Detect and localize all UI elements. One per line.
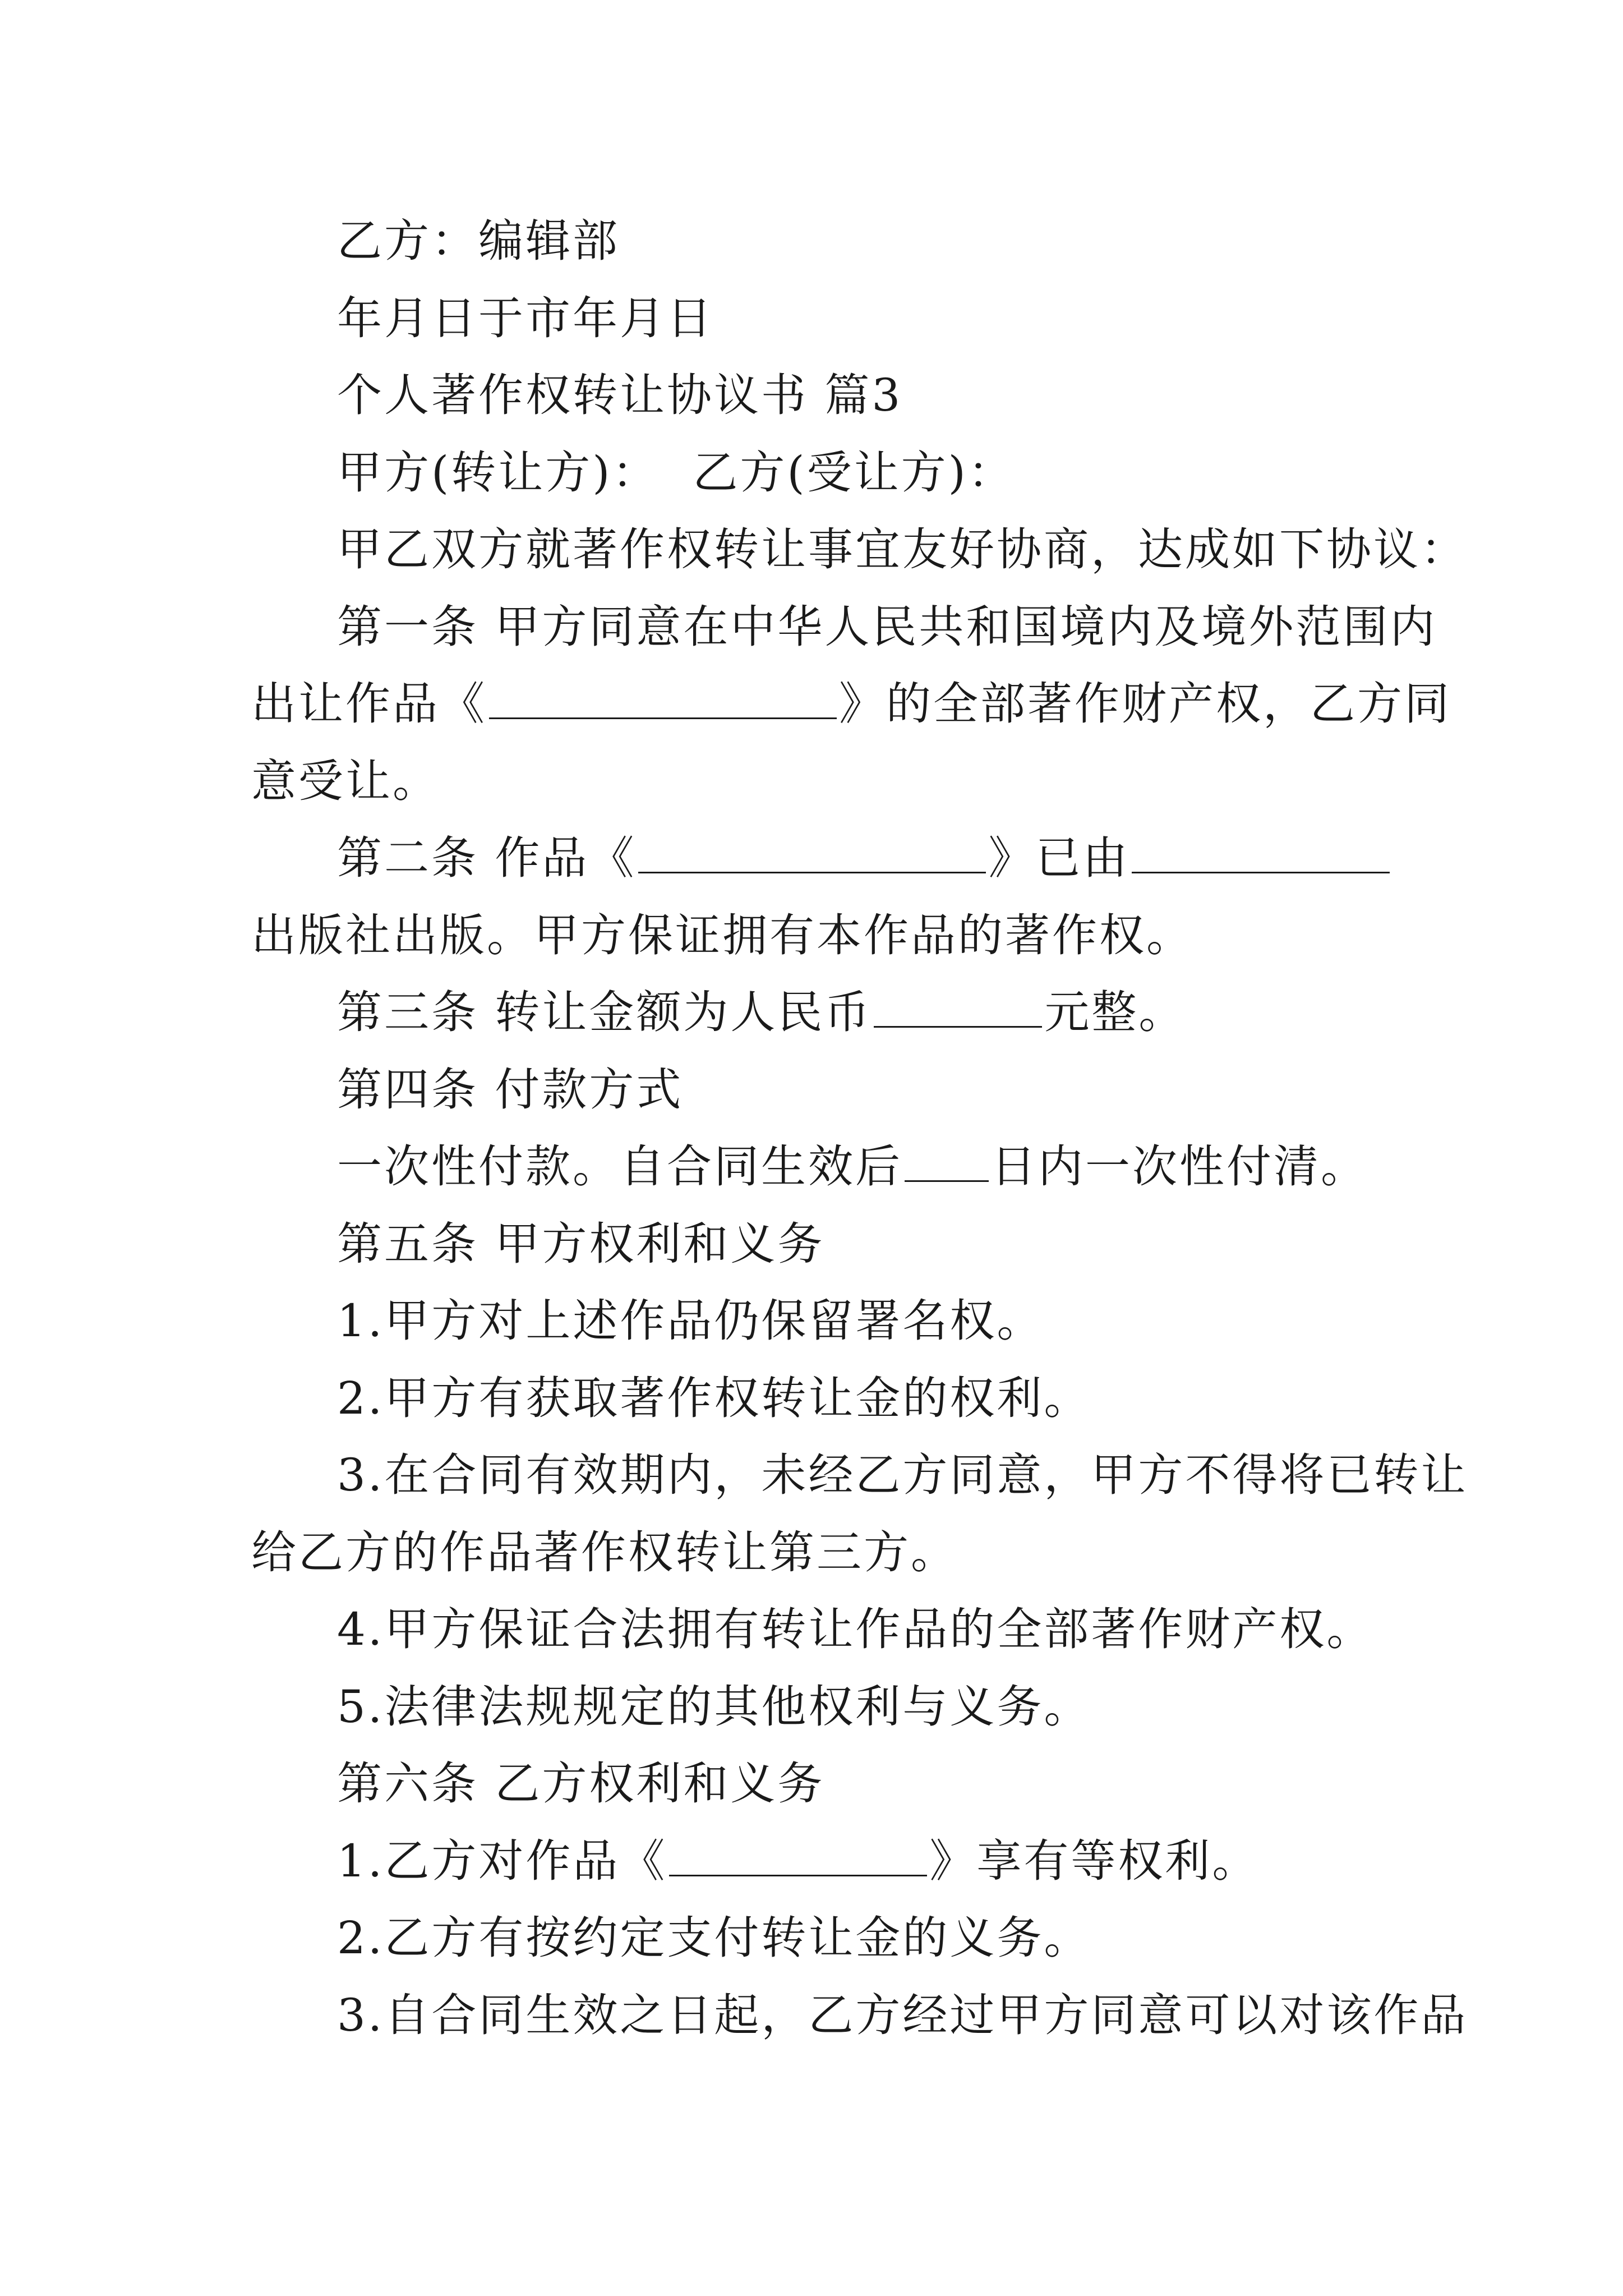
publisher-blank[interactable] [1132, 837, 1390, 873]
article-5-item-1: 1.甲方对上述作品仍保留署名权。 [337, 1295, 1044, 1347]
article-6-item-3: 3.自合同生效之日起，乙方经过甲方同意可以对该作品 [337, 1989, 1468, 2041]
article-3: 第三条 转让金额为人民币 元整。 [337, 986, 1186, 1038]
article-4-payment: 一次性付款。自合同生效后 日内一次性付清。 [337, 1140, 1368, 1193]
article-5-heading: 第五条 甲方权利和义务 [337, 1218, 825, 1270]
days-blank[interactable] [905, 1145, 989, 1182]
section-title: 个人著作权转让协议书 篇3 [337, 369, 903, 421]
date-place-line: 年月日于市年月日 [337, 292, 714, 344]
parties-line: 甲方(转让方)： 乙方(受让方)： [337, 447, 1015, 499]
article-1-line-2: 出让作品《 》的全部著作财产权，乙方同 [251, 678, 1451, 730]
work-title-blank[interactable] [489, 683, 837, 719]
article-5-item-3: 3.在合同有效期内，未经乙方同意，甲方不得将已转让 [337, 1449, 1468, 1501]
article-1-line-3: 意受让。 [251, 755, 440, 807]
article-6-heading: 第六条 乙方权利和义务 [337, 1757, 825, 1810]
party-b-editorial: 乙方：编辑部 [337, 215, 620, 267]
article-1-line-1: 第一条 甲方同意在中华人民共和国境内及境外范围内 [337, 601, 1437, 653]
article-6-item-1: 1.乙方对作品《 》享有等权利。 [337, 1835, 1260, 1887]
article-5-item-3-cont: 给乙方的作品著作权转让第三方。 [251, 1526, 958, 1579]
article-5-item-5: 5.法律法规规定的其他权利与义务。 [337, 1681, 1091, 1733]
article-5-item-4: 4.甲方保证合法拥有转让作品的全部著作财产权。 [337, 1603, 1374, 1655]
article-6-item-2: 2.乙方有按约定支付转让金的义务。 [337, 1912, 1091, 1964]
article-2-line-1: 第二条 作品《 》已由 [337, 830, 1392, 886]
amount-blank[interactable] [874, 991, 1042, 1028]
agreement-intro: 甲乙双方就著作权转让事宜友好协商，达成如下协议： [337, 523, 1468, 576]
article-5-item-2: 2.甲方有获取著作权转让金的权利。 [337, 1372, 1091, 1424]
article-4-heading: 第四条 付款方式 [337, 1064, 684, 1116]
article-2-line-2: 出版社出版。甲方保证拥有本作品的著作权。 [251, 909, 1193, 961]
work-title-blank[interactable] [638, 837, 986, 873]
work-title-blank[interactable] [669, 1840, 927, 1876]
